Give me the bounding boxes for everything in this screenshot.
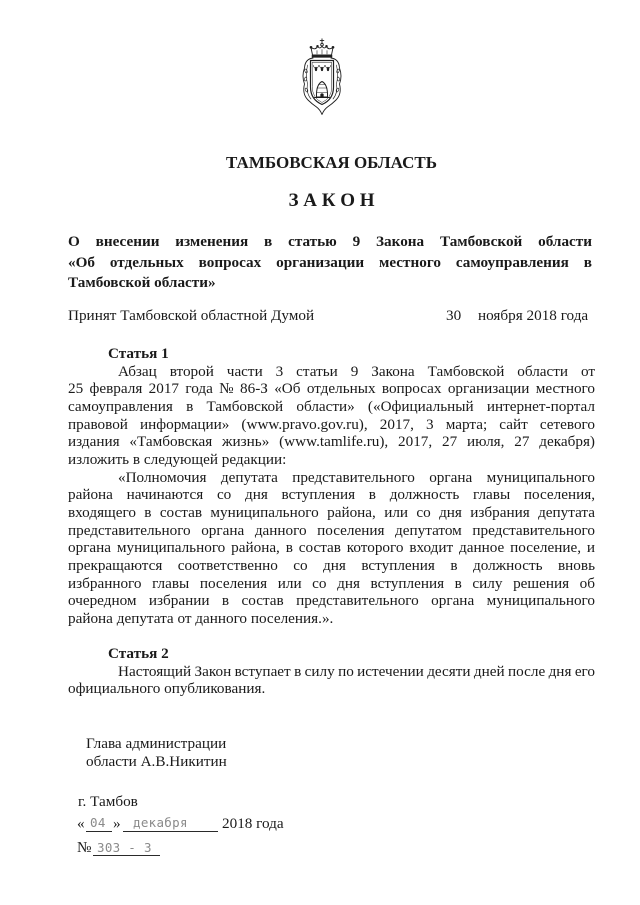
title-line xyxy=(68,232,592,253)
article-2-paragraph-1 xyxy=(68,663,595,698)
text-line xyxy=(68,663,595,681)
day-underline xyxy=(86,831,112,832)
text-line-content: района начинаются со дня вступления в должность главы поселения, xyxy=(68,486,595,504)
text-line xyxy=(68,433,595,451)
text-line xyxy=(68,451,595,469)
law-title xyxy=(68,232,592,294)
text-line xyxy=(68,522,595,540)
date-day-stamp: 04 xyxy=(90,815,106,830)
text-line xyxy=(68,575,595,593)
text-line xyxy=(68,680,595,698)
adoption-month-year: ноября 2018 года xyxy=(478,307,589,324)
date-year: 2018 года xyxy=(222,815,284,832)
signature-block xyxy=(86,735,227,771)
date-month-stamp: декабря xyxy=(133,815,188,830)
text-line-content: района депутата от данного поселения.». xyxy=(68,609,334,627)
text-line-content: 25 февраля 2017 года № 86-З «Об отдельных вопросах организации местного xyxy=(68,380,595,398)
text-line-content: официального опубликования. xyxy=(68,680,266,698)
text-line-content: представительного органа данного поселения депутатом представительного xyxy=(68,521,595,539)
title-line-text: О внесении изменения в статью 9 Закона Тамбовской области xyxy=(68,233,592,250)
number-underline xyxy=(93,855,160,856)
text-line-content: органа муниципального района, в состав которого входит данное поселение, и xyxy=(68,539,595,557)
text-line xyxy=(68,416,595,434)
article-1-heading: Статья 1 xyxy=(108,345,169,362)
signatory-name: области А.В.Никитин xyxy=(86,753,227,770)
adoption-text: Принят Тамбовской областной Думой xyxy=(68,307,315,324)
text-line xyxy=(68,380,595,398)
text-line xyxy=(68,557,595,575)
text-line xyxy=(68,363,595,381)
text-line xyxy=(68,504,595,522)
month-underline xyxy=(123,831,218,832)
date-open-quote: « xyxy=(77,815,85,832)
document-type: З А К О Н xyxy=(288,190,375,211)
text-line-content: самоуправления в Тамбовской области» («Официальный интернет-портал xyxy=(68,397,595,415)
article-2-heading: Статья 2 xyxy=(108,645,169,663)
date-close-quote: » xyxy=(113,815,121,832)
text-line xyxy=(68,486,595,504)
signatory-position: Глава администрации xyxy=(86,735,227,752)
law-number-stamp: 303 - З xyxy=(97,840,152,855)
text-line xyxy=(68,539,595,557)
tambov-coat-of-arms-icon xyxy=(297,38,347,116)
text-line-content: Настоящий Закон вступает в силу по истечении десяти дней после дня его xyxy=(118,662,595,680)
adoption-day: 30 xyxy=(446,307,462,324)
title-line-text: Тамбовской области» xyxy=(68,274,216,291)
text-line-content: прекращаются соответственно со дня вступления в должность вновь xyxy=(68,556,595,574)
text-line-content: «Полномочия депутата представительного органа муниципального xyxy=(118,468,595,486)
city: г. Тамбов xyxy=(78,793,138,810)
title-line xyxy=(68,253,592,274)
region-name: ТАМБОВСКАЯ ОБЛАСТЬ xyxy=(226,153,437,172)
text-line xyxy=(68,469,595,487)
title-line xyxy=(68,273,592,294)
adoption-line xyxy=(0,307,640,325)
signing-date-line xyxy=(0,814,640,836)
text-line-content: правовой информации» (www.pravo.gov.ru), 2017, 3 марта; сайт сетевого xyxy=(68,415,595,433)
article-1-paragraph-2 xyxy=(68,469,595,628)
text-line-content: входящего в состав муниципального района, или со дня избрания депутата xyxy=(68,503,595,521)
text-line xyxy=(68,610,595,628)
text-line xyxy=(68,398,595,416)
law-number-line xyxy=(0,838,640,860)
text-line xyxy=(68,592,595,610)
law-body xyxy=(68,345,595,698)
text-line-content: очередном избрании в состав представительного органа муниципального xyxy=(68,592,595,610)
text-line-content: Абзац второй части 3 статьи 9 Закона Тамбовской области от xyxy=(118,362,595,380)
text-line-content: изложить в следующей редакции: xyxy=(68,450,287,468)
article-1-paragraph-1 xyxy=(68,363,595,469)
text-line-content: издания «Тамбовская жизнь» (www.tamlife.ru), 2017, 27 июля, 27 декабря) xyxy=(68,433,595,451)
number-sign: № xyxy=(77,839,92,856)
title-line-text: «Об отдельных вопросах организации местного самоуправления в xyxy=(68,253,592,271)
text-line-content: избранного главы поселения или со дня вступления в силу решения об xyxy=(68,574,595,592)
